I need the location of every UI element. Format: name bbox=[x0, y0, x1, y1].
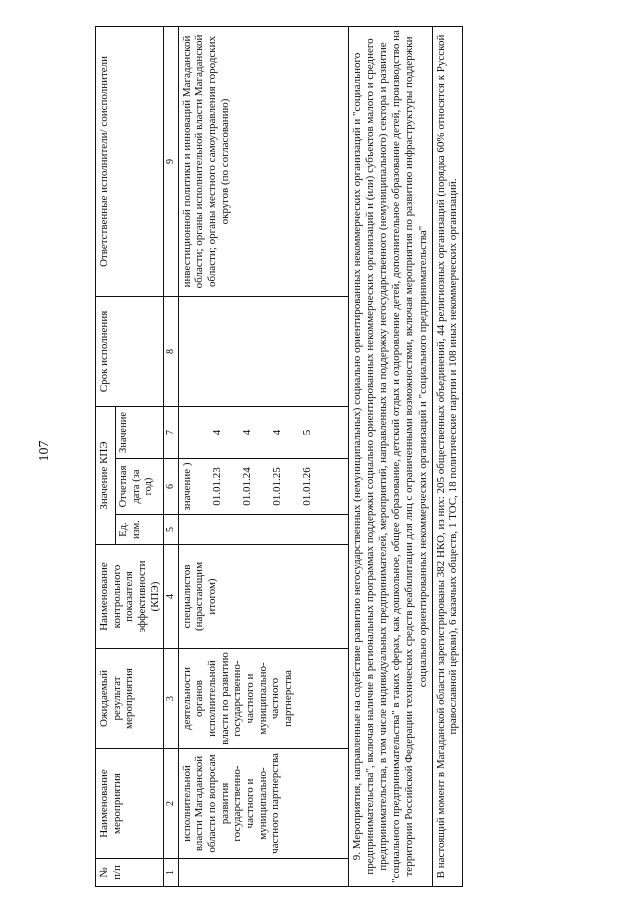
header-responsible: Ответственные исполнители/ соисполнители bbox=[96, 26, 164, 296]
col-number: 4 bbox=[164, 545, 179, 649]
header-deadline: Срок исполнения bbox=[96, 296, 164, 406]
rotated-table-container bbox=[95, 27, 545, 887]
header-row bbox=[96, 26, 116, 886]
section-heading: 9. Мероприятия, направленные на содействие развитию негосударственных (немуниципальных) социально ориентированных некоммерческих организаций и "социального предпринимательства", включая наличие в региональных программах поддержки социально ориентированных некоммерческих организаций и (или) субъектов малого и среднего предпринимательства, в том числе индивидуальных предпринимателей, мероприятий, направленных на поддержку негосударственного (немуниципального) сектора и развитие "социального предпринимательства" в таких сферах, как дошкольное, общее образование, детский отдых и оздоровление детей, дополнительное образование детей, производство на территории Российской Федерации технических средств реабилитации для лиц с ограниченными возможностями, включая мероприятия по развитию инфраструктуры поддержки социально ориентированных некоммерческих организаций и "социального предпринимательства" bbox=[348, 26, 432, 886]
col-number: 1 bbox=[164, 859, 179, 887]
col-number: 5 bbox=[164, 515, 179, 545]
header-measure-name: Наименование мероприятия bbox=[96, 749, 164, 859]
col-number: 7 bbox=[164, 406, 179, 458]
kpe-value: 4 bbox=[210, 429, 223, 436]
header-expected-result: Ожидаемый результат мероприятия bbox=[96, 649, 164, 749]
section-row bbox=[348, 26, 432, 886]
header-kpe-name: Наименование контрольного показателя эффективности (КПЭ) bbox=[96, 545, 164, 649]
row-deadline bbox=[178, 296, 348, 406]
report-date: значение ) bbox=[180, 462, 193, 511]
header-num: № п/п bbox=[96, 859, 164, 887]
report-date: 01.01.23 bbox=[210, 467, 223, 506]
kpe-value: 4 bbox=[270, 429, 283, 436]
col-number: 2 bbox=[164, 749, 179, 859]
row-report-dates bbox=[178, 459, 348, 515]
measures-table bbox=[95, 26, 463, 887]
table-row bbox=[178, 26, 348, 886]
row-expected-result: деятельности органов исполнительной власти по развитию государственно-частного и муниципально-частного партнерства bbox=[178, 649, 348, 749]
row-values bbox=[178, 406, 348, 458]
header-unit: Ед. изм. bbox=[116, 515, 164, 545]
row-measure-name: исполнительной власти Магаданской области по вопросам развития государственно-частного и муниципально-частного партнерства bbox=[178, 749, 348, 859]
kpe-value bbox=[181, 410, 211, 455]
report-date: 01.01.26 bbox=[300, 467, 313, 506]
row-num bbox=[178, 859, 348, 887]
kpe-value: 5 bbox=[300, 429, 313, 436]
page-number: 107 bbox=[37, 440, 52, 462]
section-note: В настоящий момент в Магаданской области зарегистрированы 382 НКО, из них: 205 общественных объединений, 44 религиозных организаций (порядка 60% относятся к Русской православной церкви), 6 казачьих обществ, 1 ТОС, 18 политические партии и 108 иных некоммерческих организаций. bbox=[432, 26, 462, 886]
kpe-value: 4 bbox=[240, 429, 253, 436]
column-number-row bbox=[164, 26, 179, 886]
col-number: 9 bbox=[164, 26, 179, 296]
col-number: 6 bbox=[164, 459, 179, 515]
col-number: 8 bbox=[164, 296, 179, 406]
col-number: 3 bbox=[164, 649, 179, 749]
row-kpe-name: специалистов (нарастающим итогом) bbox=[178, 545, 348, 649]
header-value: Значение bbox=[116, 406, 164, 458]
header-report-date: Отчетная дата (за год) bbox=[116, 459, 164, 515]
header-kpe-value-group: Значение КПЭ bbox=[96, 406, 116, 544]
report-date: 01.01.25 bbox=[270, 467, 283, 506]
row-responsible: инвестиционной политики и инноваций Магаданской области; органы исполнительной власти Магаданской области; органы местного самоуправления городских округов (по согласованию) bbox=[178, 26, 348, 296]
note-row bbox=[432, 26, 462, 886]
report-date: 01.01.24 bbox=[240, 467, 253, 506]
row-unit bbox=[178, 515, 348, 545]
